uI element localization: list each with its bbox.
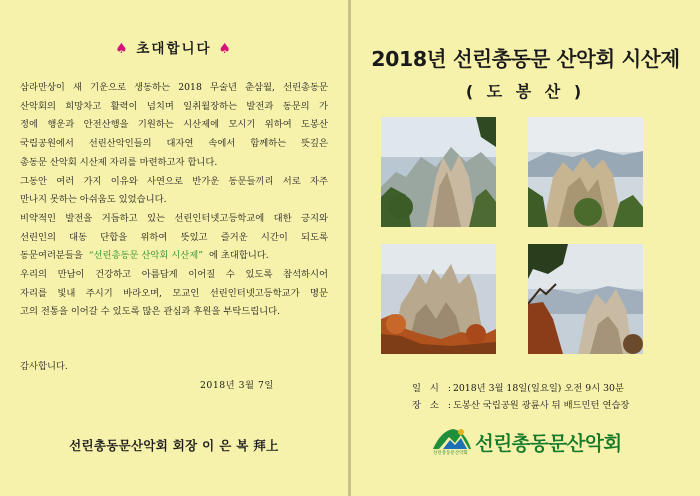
body-line: 우리의 만남이 건강하고 아름답게 이어질 수 있도록 참석하시어 <box>20 269 328 281</box>
thanks-text: 감사합니다. <box>20 361 68 372</box>
event-subtitle: ( 도 봉 산 ) <box>465 82 586 101</box>
spade-icon: ♠ <box>218 41 233 57</box>
invitation-title <box>0 37 348 57</box>
event-page <box>351 0 700 496</box>
invitation-body <box>20 79 328 322</box>
invitation-title-text: 초대합니다 <box>136 41 212 57</box>
body-line: 국립공원에서 선린산악인들의 대자연 속에서 함께하는 뜻깊은 <box>20 138 328 150</box>
body-line: 정에 행운과 안전산행을 기원하는 시산제에 모시기 위하여 도봉산 <box>20 119 328 131</box>
event-time <box>412 380 624 394</box>
logo-caption: 선린총동문산악회 <box>433 451 468 456</box>
spade-icon: ♠ <box>115 41 130 57</box>
invite-line <box>20 247 328 266</box>
event-title: 2018년 선린총동문 산악회 시산제 <box>371 47 680 71</box>
mountain-photo <box>528 244 643 354</box>
body-line: 산악회의 희망차고 활력이 넘치며 일취월장하는 발전과 동문의 가 <box>20 100 328 112</box>
letter-date: 2018년 3월 7일 <box>200 380 274 391</box>
club-name: 선린총동문산악회 <box>475 432 622 455</box>
mountain-photo <box>528 117 643 227</box>
body-line: 삼라만상이 새 기운으로 생동하는 2018 무술년 춘삼월, 선린총동문 <box>20 82 328 93</box>
body-line: 고의 전통을 이어갈 수 있도록 많은 관심과 후원을 부탁드립니다. <box>20 306 281 318</box>
invitation-page <box>0 0 348 496</box>
event-place <box>412 397 629 411</box>
body-line: 그동안 여러 가지 이유와 사연으로 반가운 동문들끼리 서로 자주 <box>20 175 328 187</box>
body-line: 자리를 빛내 주시기 바라오며, 모교인 선린인터넷고등학교가 명문 <box>20 287 328 299</box>
body-line: 선린인의 대동 단합을 위하여 뜻있고 즐거운 시간이 되도록 <box>20 231 328 243</box>
mountain-logo-icon <box>431 425 473 453</box>
club-logo <box>431 425 631 461</box>
event-name-highlight: “선린총동문 산악회 시산제” <box>88 250 204 262</box>
signature: 선린총동문산악회 회장 이 은 복 拜上 <box>69 438 279 453</box>
invite-prefix: 동문여러분들을 <box>20 250 83 262</box>
time-value: 2018년 3월 18일(일요일) 오전 9시 30분 <box>452 383 624 394</box>
place-value: 도봉산 국립공원 광륜사 뒤 배드민턴 연습장 <box>452 400 630 411</box>
body-line: 총동문 산악회 시산제 자리를 마련하고자 합니다. <box>20 156 218 168</box>
body-line: 비약적인 발전을 거듭하고 있는 선린인터넷고등학교에 대한 긍지와 <box>20 212 328 224</box>
time-label: 일 시 : <box>412 383 455 394</box>
body-line: 만나지 못하는 아쉬움도 있었습니다. <box>20 194 167 206</box>
place-label: 장 소 : <box>412 400 455 411</box>
invite-suffix: 에 초대합니다. <box>208 250 269 262</box>
mountain-photo <box>381 244 496 354</box>
mountain-photo <box>381 117 496 227</box>
